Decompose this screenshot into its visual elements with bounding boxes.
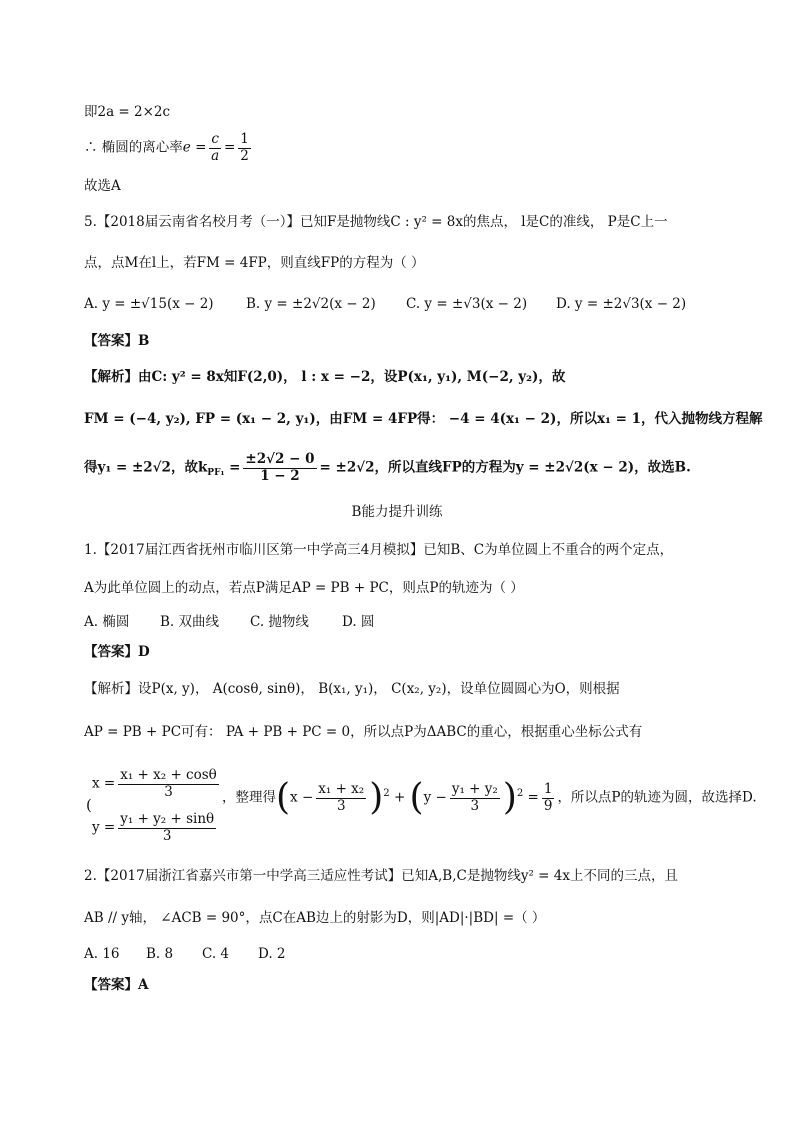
answer-2: 【答案】A [84,977,149,993]
denominator: 3 [162,827,172,844]
denominator: 2 [240,147,249,164]
denominator: 3 [164,783,173,800]
solution-1-line-1: 【解析】设P(x, y)， A(cosθ, sinθ)， B(x₁, y₁)， C(x₂, y₂)，设单位圆圆心为O，则根据 [84,681,620,697]
option-b: B. y = ±2√2(x − 2) [246,296,376,312]
denominator: 3 [336,797,346,814]
text-line: 故选A [84,178,121,194]
circle-equation [222,777,757,818]
numerator: c [211,131,219,147]
answer-1: 【答案】D [84,644,150,660]
solution-1-line-2: AP = PB + PC可有： PA + PB + PC = 0，所以点P为ΔABC的重心，根据重心坐标公式有 [84,724,643,740]
math: y − [423,789,447,806]
answer-5: 【答案】B [84,333,150,349]
paren: ( [409,777,424,818]
option-a: A. 16 [84,946,120,962]
option-d: D. 圆 [342,614,375,630]
system-brace: ( [86,796,92,814]
math: x = [92,775,116,792]
text: 得y₁ = ±2√2，故k [84,459,208,476]
question-1-line-1: 1.【2017届江西省抚州市临川区第一中学高三4月模拟】已知B、C为单位圆上不重合的两个定点， [84,542,674,558]
denominator: 3 [470,797,480,814]
option-d: D. 2 [258,946,286,962]
fraction [209,132,221,164]
numerator: y₁ + y₂ [451,780,498,797]
math: + [393,789,406,806]
system-y [92,812,219,844]
paren: ) [502,777,517,818]
math: = [223,139,236,156]
solution-5-line-2: FM = (−4, y₂), FP = (x₁ − 2, y₁)，由FM = 4FP得： −4 = 4(x₁ − 2)，所以x₁ = 1，代入抛物线方程解 [84,411,763,427]
question-1-options [84,616,374,630]
fraction [118,812,216,844]
option-d: D. y = ±2√3(x − 2) [556,296,687,312]
text: ，整理得 [222,789,276,806]
option-b: B. 8 [146,946,174,962]
math: y = [92,819,116,836]
fraction [316,782,366,814]
paren: ) [369,777,384,818]
math: = [527,789,539,806]
option-c: C. y = ±√3(x − 2) [406,296,528,312]
option-a: A. 椭圆 [84,614,130,630]
text: ，所以点P的轨迹为圆，故选择D. [557,789,757,806]
exponent: 2 [383,788,390,799]
denominator: 9 [543,797,553,814]
eccentricity-line [84,132,254,164]
fraction [238,132,251,164]
paren: ( [276,777,291,818]
numerator: x₁ + x₂ + cosθ [120,767,217,783]
question-5-options [84,298,686,312]
option-c: C. 抛物线 [250,614,309,630]
system-x [92,768,222,800]
subscript: PF₁ [207,468,225,479]
fraction [118,768,219,800]
question-2-line-1: 2.【2017届浙江省嘉兴市第一中学高三适应性考试】已知A,B,C是抛物线y² = 4x上不同的三点，且 [84,868,678,884]
numerator: x₁ + x₂ [318,780,365,797]
question-1-line-2: A为此单位圆上的动点，若点P满足AP = PB + PC，则点P的轨迹为（ ） [84,580,524,596]
question-5-line-2: 点，点M在l上，若FM = 4FP，则直线FP的方程为（ ） [84,255,425,271]
text: = ±2√2，所以直线FP的方程为y = ±2√2(x − 2)，故选B. [319,459,691,476]
numerator: 1 [543,780,553,797]
question-2-line-2: AB // y轴， ∠ACB = 90°，点C在AB边上的射影为D，则|AD|·|BD| =（ ） [84,910,546,926]
fraction [243,452,316,484]
option-c: C. 4 [202,946,230,962]
math: x − [290,789,314,806]
math: e = [182,139,207,156]
denominator: a [211,147,220,164]
option-a: A. y = ±√15(x − 2) [84,296,214,312]
question-5-line-1: 5.【2018届云南省名校月考（一）】已知F是抛物线C : y² = 8x的焦点， l是C的准线， P是C上一 [84,214,668,230]
fraction [450,782,500,814]
numerator: y₁ + y₂ + sinθ [120,811,215,827]
fraction [542,782,555,814]
question-2-options [84,948,286,962]
numerator: ±2√2 − 0 [245,451,315,467]
option-b: B. 双曲线 [160,614,220,630]
text-line: 即2a = 2×2c [84,104,171,120]
numerator: 1 [240,131,249,147]
text: ∴ 椭圆的离心率 [84,139,183,156]
section-heading: B能力提升训练 [351,504,443,520]
exponent: 2 [516,788,524,799]
text: = [224,459,241,476]
solution-5-line-1: 【解析】由C: y² = 8x知F(2,0)， l : x = −2，设P(x₁, y₁), M(−2, y₂)，故 [84,369,566,385]
denominator: 1 − 2 [260,467,300,484]
solution-5-line-3 [84,452,691,484]
